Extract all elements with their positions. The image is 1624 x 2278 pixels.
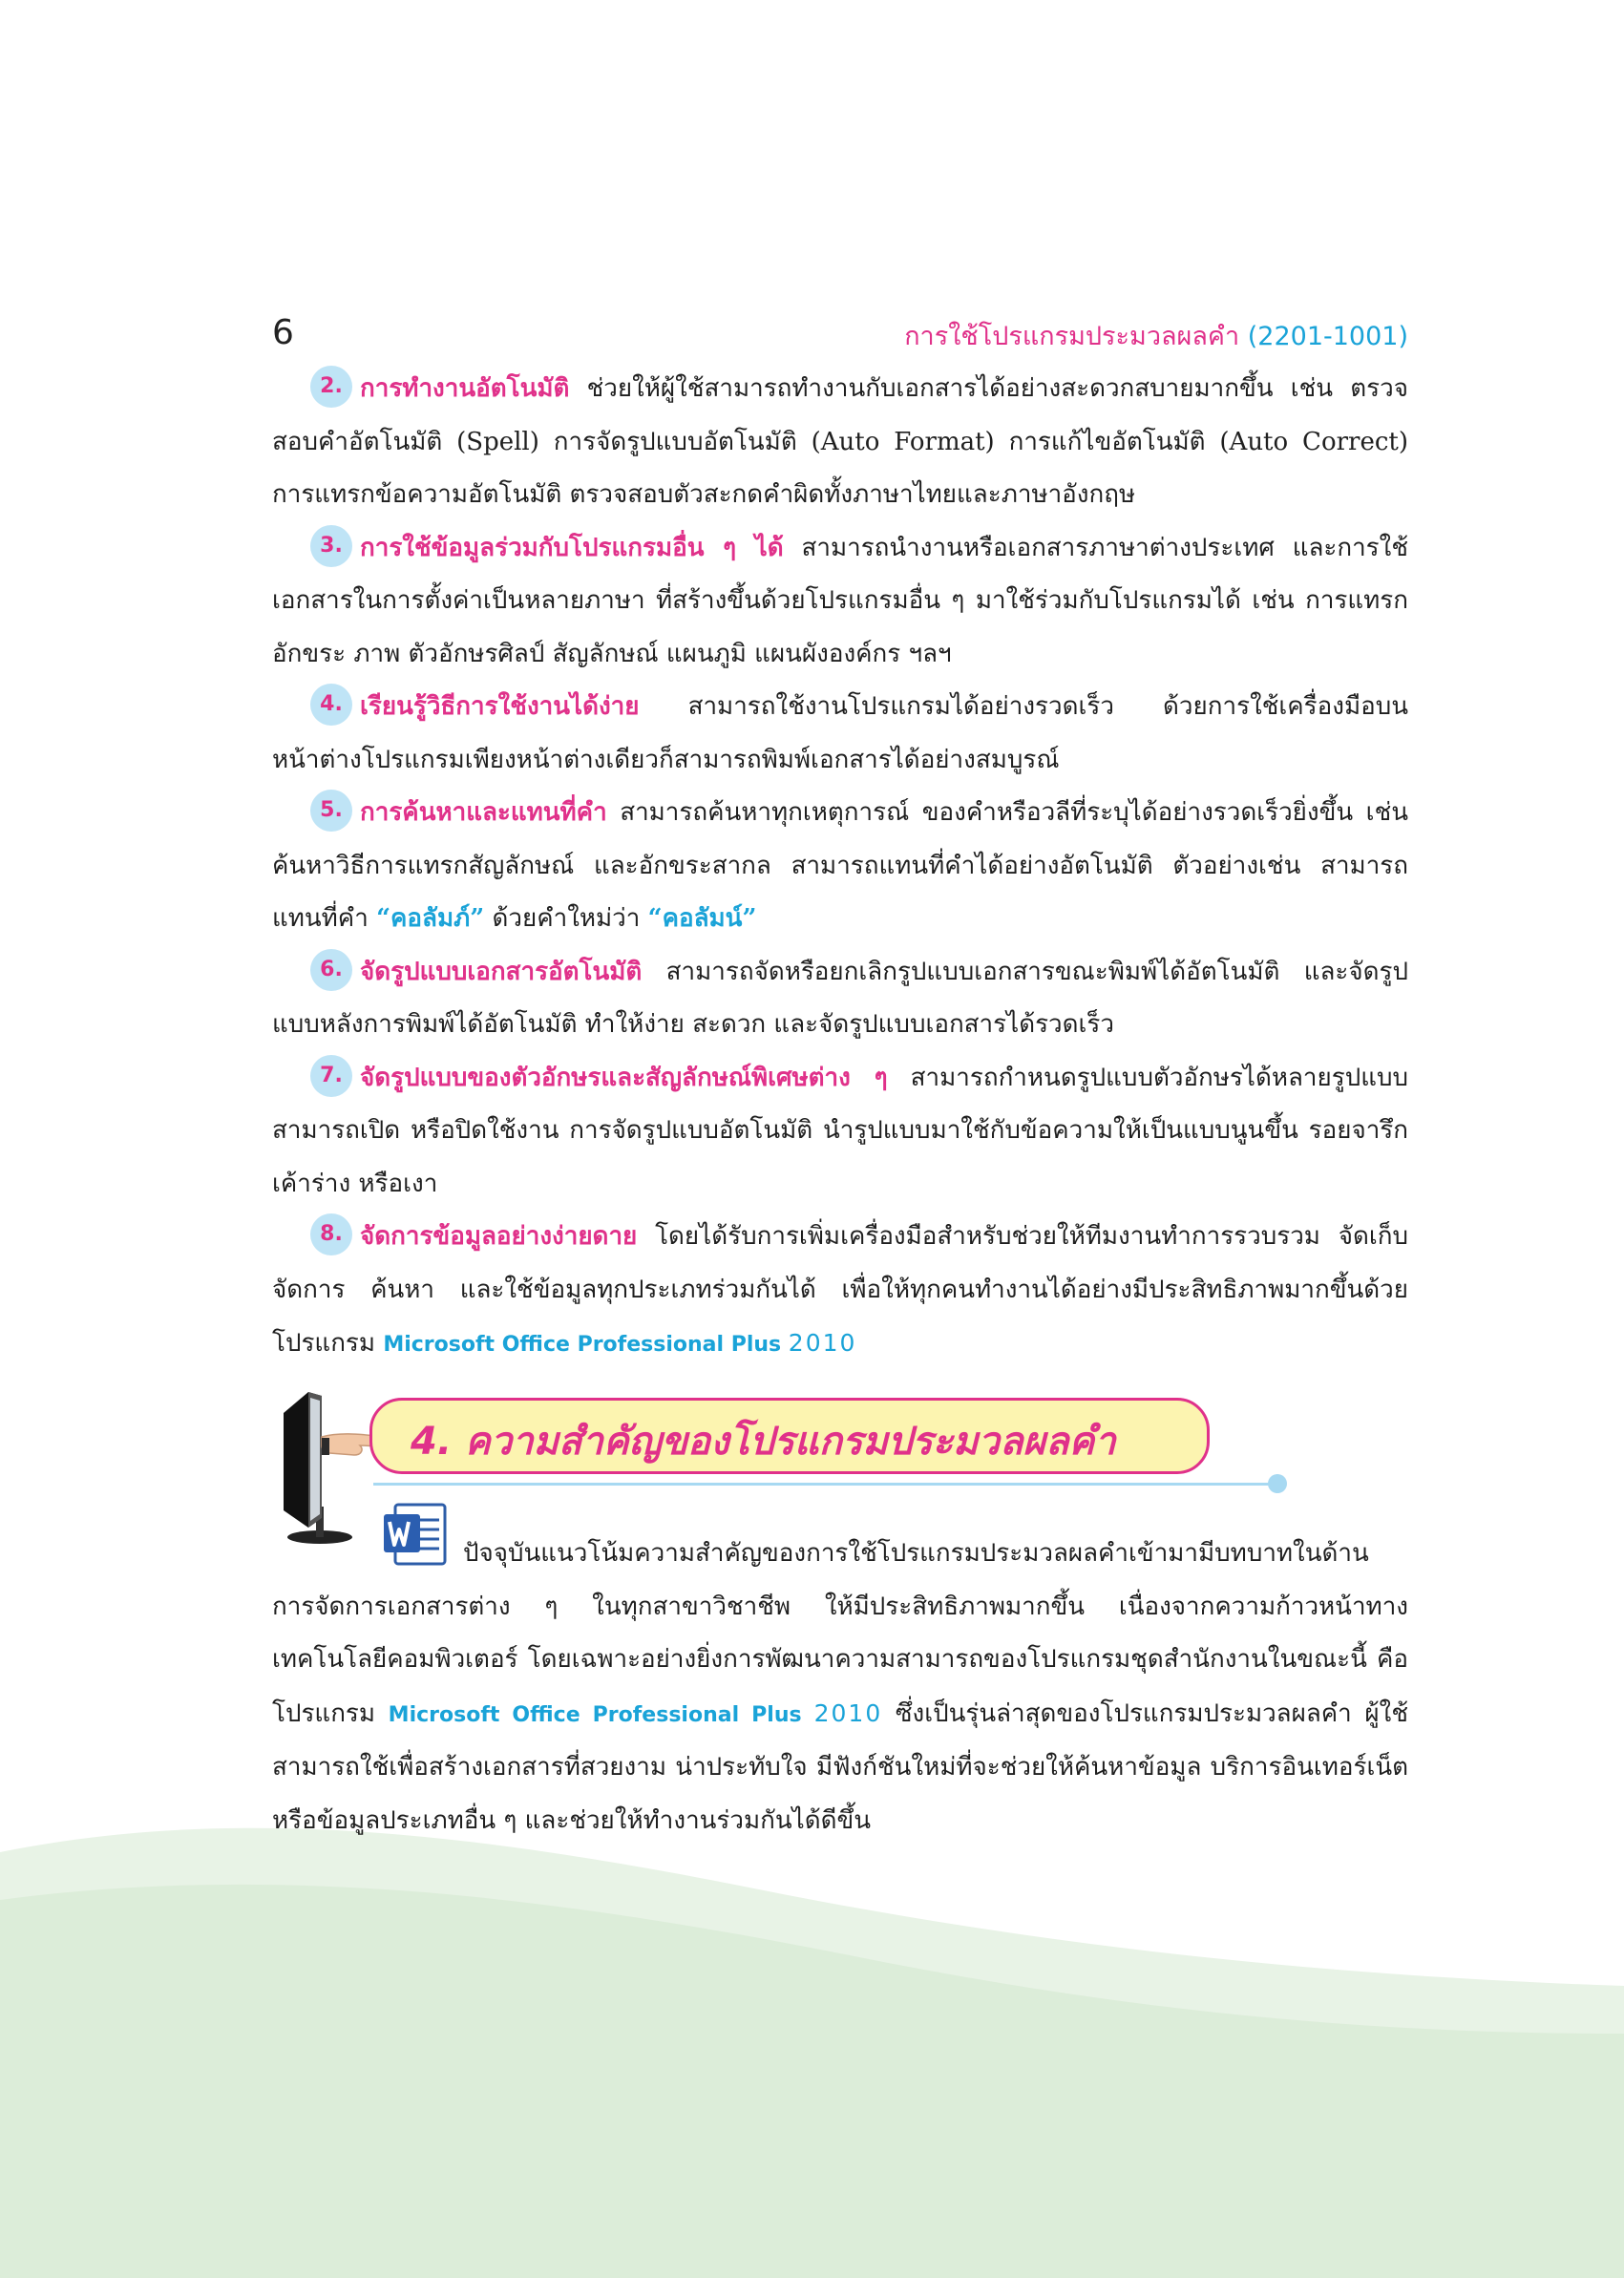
item-body: สามารถนำงานหรือเอกสารภาษาต่างประเทศ และการใช้เอกสารในการตั้งค่าเป็นหลายภาษา ที่สร้างขึ้นด้วยโปรแกรมอื่น ๆ มาใช้ร่วมกับโปรแกรมได้ เช่น การแทรกอักขระ ภาพ ตัวอักษรศิลป์ สัญลักษณ์ แผนภูมิ แผนผังองค์กร ฯลฯ (272, 533, 1408, 668)
heading-underline (373, 1483, 1276, 1486)
item-body: โดยได้รับการเพิ่มเครื่องมือสำหรับช่วยให้ทีมงานทำการรวบรวม จัดเก็บ จัดการ ค้นหา และใช้ข้อมูลทุกประเภทร่วมกันได้ เพื่อให้ทุกคนทำงานได้อย่างมีประสิทธิภาพมากขึ้นด้วยโปรแกรม (272, 1222, 1408, 1358)
item-number-badge: 4. (310, 684, 352, 726)
item-title: เรียนรู้วิธีการใช้งานได้ง่าย (360, 692, 640, 721)
intro-text-before: ปัจจุบันแนวโน้มความสำคัญของการใช้โปรแกรมประมวลผลคำเข้ามามีบทบาทในด้านการจัดการเอกสารต่าง ๆ ในทุกสาขาวิชาชีพ ให้มีประสิทธิภาพมากขึ้น เนื่องจากความก้าวหน้าทางเทคโนโลยีคอมพิวเตอร์ โดยเฉพาะอย่างยิ่งการพัฒนาความสามารถของโปรแกรมชุดสำนักงานในขณะนี้ คือ โปรแกรม (272, 1539, 1408, 1728)
list-item (272, 681, 1408, 787)
item-body: สามารถค้นหาทุกเหตุการณ์ ของคำหรือวลีที่ระบุได้อย่างรวดเร็วยิ่งขึ้น เช่น ค้นหาวิธีการแทรกสัญลักษณ์ และอักขระสากล สามารถแทนที่คำได้อย่างอัตโนมัติ ตัวอย่างเช่น สามารถแทนที่คำ (272, 798, 1408, 933)
list-item (272, 363, 1408, 522)
item-body: สามารถจัดหรือยกเลิกรูปแบบเอกสารขณะพิมพ์ได้อัตโนมัติ และจัดรูปแบบหลังการพิมพ์ได้อัตโนมัติ ทำให้ง่าย สะดวก และจัดรูปแบบเอกสารได้รวดเร็ว (272, 957, 1408, 1039)
item-title: จัดรูปแบบเอกสารอัตโนมัติ (360, 957, 643, 986)
running-header (904, 315, 1408, 356)
quoted-new-term: “คอลัมน์” (647, 904, 757, 933)
quoted-old-term: “คอลัมภ์” (376, 904, 485, 933)
item-body: สามารถใช้งานโปรแกรมได้อย่างรวดเร็ว ด้วยการใช้เครื่องมือบนหน้าต่างโปรแกรมเพียงหน้าต่างเดียวก็สามารถพิมพ์เอกสารได้อย่างสมบูรณ์ (272, 692, 1408, 774)
item-number-badge: 5. (310, 790, 352, 832)
item-title: การค้นหาและแทนที่คำ (360, 798, 607, 827)
intro-text-after: ซึ่งเป็นรุ่นล่าสุดของโปรแกรมประมวลผลคำ ผู้ใช้สามารถใช้เพื่อสร้างเอกสารที่สวยงาม น่าประทับใจ มีฟังก์ชันใหม่ที่จะช่วยให้ค้นหาข้อมูล บริการอินเทอร์เน็ตหรือข้อมูลประเภทอื่น ๆ และช่วยให้ทำงานร่วมกันได้ดีขึ้น (272, 1698, 1408, 1835)
item-body: ช่วยให้ผู้ใช้สามารถทำงานกับเอกสารได้อย่างสะดวกสบายมากขึ้น เช่น ตรวจสอบคำอัตโนมัติ (Spell) การจัดรูปแบบอัตโนมัติ (Auto Format) การแก้ไขอัตโนมัติ (Auto Correct) การแทรกข้อความอัตโนมัติ ตรวจสอบตัวสะกดคำผิดทั้งภาษาไทยและภาษาอังกฤษ (272, 374, 1408, 509)
list-item (272, 787, 1408, 946)
item-body: สามารถกำหนดรูปแบบตัวอักษรได้หลายรูปแบบ สามารถเปิด หรือปิดใช้งาน การจัดรูปแบบอัตโนมัติ นำรูปแบบมาใช้กับข้อความให้เป็นแบบนูนขึ้น รอยจารึก เค้าร่าง หรือเงา (272, 1063, 1408, 1198)
intro-paragraph (272, 1528, 1408, 1847)
item-number-badge: 3. (310, 525, 352, 567)
item-number-badge: 6. (310, 949, 352, 991)
section-heading: 4. ความสำคัญของโปรแกรมประมวลผลคำ (411, 1420, 1116, 1464)
item-number-badge: 7. (310, 1055, 352, 1097)
list-item (272, 522, 1408, 682)
item-title: จัดรูปแบบของตัวอักษรและสัญลักษณ์พิเศษต่าง ๆ (360, 1063, 888, 1092)
item-title: การใช้ข้อมูลร่วมกับโปรแกรมอื่น ๆ ได้ (360, 533, 784, 562)
list-item (272, 1052, 1408, 1212)
section-heading-box (369, 1398, 1210, 1474)
list-item (272, 946, 1408, 1052)
running-header-title: การใช้โปรแกรมประมวลผลคำ (904, 322, 1240, 351)
item-title: การทำงานอัตโนมัติ (360, 374, 570, 403)
product-brand-name: Microsoft Office Professional Plus 2010 (388, 1698, 883, 1727)
item-number-badge: 8. (310, 1213, 352, 1255)
product-brand-name: Microsoft Office Professional Plus 2010 (383, 1329, 857, 1357)
feature-list (272, 363, 1408, 1372)
item-number-badge: 2. (310, 366, 352, 408)
section-intro-paragraph (272, 1528, 1408, 1847)
heading-underline-dot (1268, 1474, 1287, 1493)
item-body-mid: ด้วยคำใหม่ว่า (484, 904, 648, 933)
running-header-course-code: (2201-1001) (1247, 322, 1408, 351)
page-number: 6 (272, 313, 294, 352)
list-item (272, 1211, 1408, 1372)
item-title: จัดการข้อมูลอย่างง่ายดาย (360, 1222, 638, 1251)
